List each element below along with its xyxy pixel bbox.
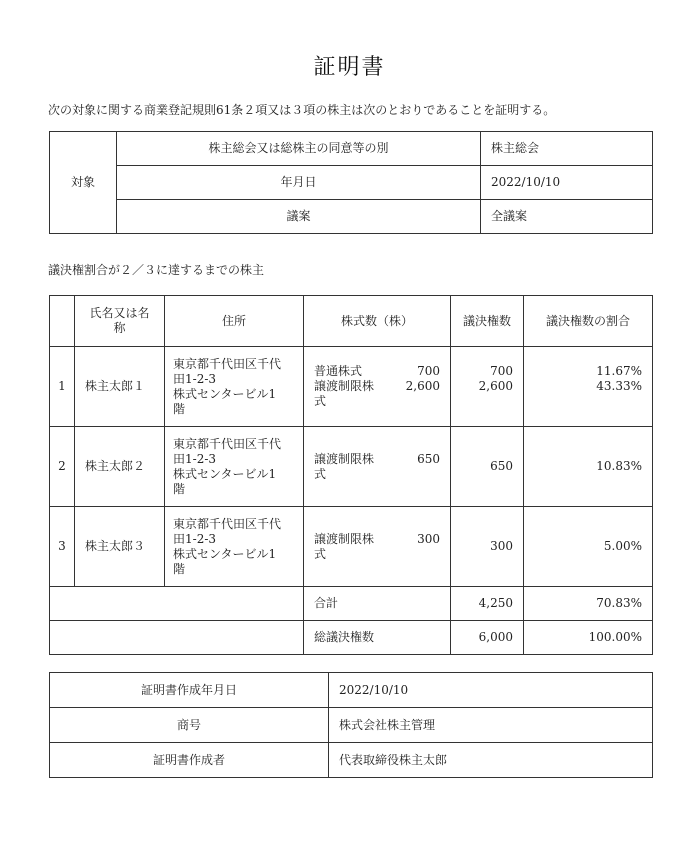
address-line: 田1-2-3 xyxy=(173,371,217,386)
address-line: 階 xyxy=(173,401,186,416)
info-key: 証明書作成者 xyxy=(50,743,329,778)
table-row xyxy=(50,507,653,587)
total-ratio: 70.83% xyxy=(524,587,653,621)
table-header-row xyxy=(50,296,653,347)
share-count: 650 xyxy=(417,451,440,466)
target-row xyxy=(50,166,653,200)
grand-total-blank xyxy=(50,621,304,655)
total-blank xyxy=(50,587,304,621)
share-type: 譲渡制限株 xyxy=(314,451,375,466)
share-type: 普通株式 xyxy=(314,364,363,378)
shareholder-ratio xyxy=(524,507,653,587)
row-number: 3 xyxy=(50,507,75,587)
shareholder-votes xyxy=(451,347,524,427)
intro-text: 次の対象に関する商業登記規則61条２項又は３項の株主は次のとおりであることを証明する。 xyxy=(48,103,556,117)
section-label: 議決権割合が２／３に達するまでの株主 xyxy=(48,263,265,277)
address-line: 東京都千代田区千代 xyxy=(173,516,282,531)
ratio-value: 11.67% xyxy=(596,364,642,378)
address-line: 株式センタービル1 xyxy=(173,386,277,401)
shareholder-votes xyxy=(451,427,524,507)
ratio-value: 43.33% xyxy=(596,379,642,393)
share-count: 2,600 xyxy=(405,379,440,393)
target-table xyxy=(49,131,653,234)
target-label: 対象 xyxy=(50,132,117,234)
target-value: 全議案 xyxy=(481,200,653,234)
shareholder-ratio xyxy=(524,347,653,427)
shareholder-address xyxy=(165,347,304,427)
shareholder-shares xyxy=(304,347,451,427)
target-value: 株主総会 xyxy=(481,132,653,166)
info-value: 代表取締役株主太郎 xyxy=(329,743,653,778)
votes-value: 700 xyxy=(490,364,513,378)
share-type: 式 xyxy=(314,466,327,481)
share-type: 式 xyxy=(314,546,327,561)
total-votes: 4,250 xyxy=(451,587,524,621)
header-no xyxy=(50,296,75,347)
shareholder-shares xyxy=(304,427,451,507)
info-row xyxy=(50,673,653,708)
table-row xyxy=(50,427,653,507)
shareholders-table xyxy=(49,295,653,655)
target-row xyxy=(50,200,653,234)
grand-total-votes: 6,000 xyxy=(451,621,524,655)
ratio-value: 10.83% xyxy=(596,459,642,473)
target-value: 2022/10/10 xyxy=(481,166,653,200)
row-number: 1 xyxy=(50,347,75,427)
info-value: 株式会社株主管理 xyxy=(329,708,653,743)
grand-total-row xyxy=(50,621,653,655)
shareholder-name: 株主太郎３ xyxy=(75,507,165,587)
target-key: 議案 xyxy=(117,200,481,234)
shareholder-ratio xyxy=(524,427,653,507)
address-line: 東京都千代田区千代 xyxy=(173,356,282,371)
address-line: 株式センタービル1 xyxy=(173,546,277,561)
grand-total-label: 総議決権数 xyxy=(304,621,451,655)
header-votes: 議決権数 xyxy=(451,296,524,347)
shareholder-address xyxy=(165,427,304,507)
header-name: 氏名又は名称 xyxy=(75,296,165,347)
ratio-value: 5.00% xyxy=(603,539,642,553)
info-value: 2022/10/10 xyxy=(329,673,653,708)
info-row xyxy=(50,743,653,778)
address-line: 東京都千代田区千代 xyxy=(173,436,282,451)
shareholder-address xyxy=(165,507,304,587)
target-row xyxy=(50,132,653,166)
share-type: 譲渡制限株 xyxy=(314,531,375,546)
address-line: 階 xyxy=(173,561,186,576)
votes-value: 2,600 xyxy=(478,379,513,393)
total-label: 合計 xyxy=(304,587,451,621)
header-shares: 株式数（株） xyxy=(304,296,451,347)
address-line: 階 xyxy=(173,481,186,496)
info-key: 証明書作成年月日 xyxy=(50,673,329,708)
certificate-info-table xyxy=(49,672,653,778)
row-number: 2 xyxy=(50,427,75,507)
share-count: 300 xyxy=(417,531,440,546)
header-address: 住所 xyxy=(165,296,304,347)
total-row xyxy=(50,587,653,621)
shareholder-shares xyxy=(304,507,451,587)
document-title: 証明書 xyxy=(313,55,386,80)
target-key: 年月日 xyxy=(117,166,481,200)
target-key: 株主総会又は総株主の同意等の別 xyxy=(117,132,481,166)
shareholder-name: 株主太郎２ xyxy=(75,427,165,507)
votes-value: 650 xyxy=(490,459,513,473)
shareholder-votes xyxy=(451,507,524,587)
address-line: 田1-2-3 xyxy=(173,451,217,466)
shareholder-name: 株主太郎１ xyxy=(75,347,165,427)
table-row xyxy=(50,347,653,427)
address-line: 株式センタービル1 xyxy=(173,466,277,481)
share-type: 式 xyxy=(314,394,327,408)
address-line: 田1-2-3 xyxy=(173,531,217,546)
header-ratio: 議決権数の割合 xyxy=(524,296,653,347)
info-row xyxy=(50,708,653,743)
share-type: 譲渡制限株 xyxy=(314,379,375,393)
votes-value: 300 xyxy=(490,539,513,553)
info-key: 商号 xyxy=(50,708,329,743)
share-count: 700 xyxy=(417,364,440,378)
grand-total-ratio: 100.00% xyxy=(524,621,653,655)
